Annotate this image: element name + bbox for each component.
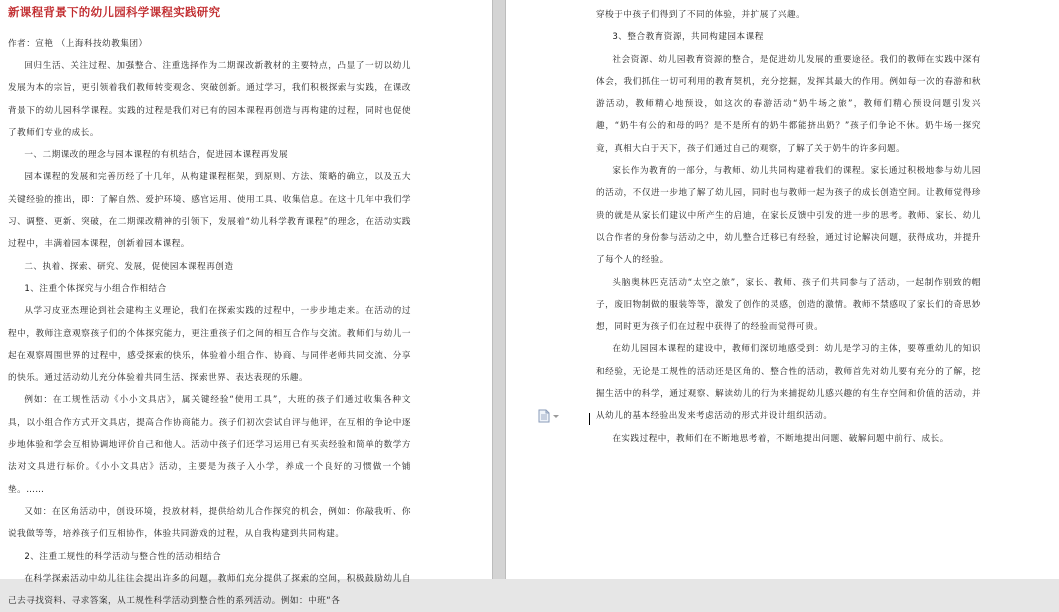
left-page-paragraph: 1、注重个体探究与小组合作相结合 <box>24 283 167 294</box>
right-page-paragraph: 3、整合教育资源，共同构建园本课程 <box>612 32 764 43</box>
left-page-body <box>8 55 492 612</box>
document-page-left[interactable] <box>0 0 492 607</box>
left-page-paragraph: 又如：在区角活动中，创设环境，投放材料，提供给幼儿合作探究的机会，例如：你敲我听、你说我做等等，培养孩子们互相协作，体验共同游戏的过程，从自我构建到共同构建。 <box>8 506 411 540</box>
right-page-paragraph: 在幼儿园园本课程的建设中，教师们深切地感受到：幼儿是学习的主体，要尊重幼儿的知识和经验，无论是工规性的活动还是区角的、整合性的活动，教师首先对幼儿要有充分的了解，挖掘生活中的科学，通过观察、解读幼儿的行为来捕捉幼儿感兴趣的有生存空间和价值的活动，并从幼儿的基本经验出发来考虑活动的形式并设计组织活动。 <box>596 344 981 422</box>
left-page-paragraph: 一、二期课改的理念与园本课程的有机结合，促进园本课程再发展 <box>24 150 289 161</box>
page-gutter <box>492 0 506 579</box>
author-line: 作者：宣艳 （上海科技幼教集团） <box>8 39 148 49</box>
right-page-body <box>596 4 1059 450</box>
left-page-paragraph: 在科学探索活动中幼儿往往会提出许多的问题，教师们充分提供了探索的空间，积极鼓励幼儿自己去寻找资料、寻求答案，从工规性科学活动到整合性的系列活动。例如：中班“各 <box>8 573 411 607</box>
left-page-paragraph: 例如：在工规性活动《小小文具店》，属关键经验“使用工具”，大班的孩子们通过收集各种文具，以小组合作方式开文具店，提高合作协商能力。孩子们初次尝试自评与他评，在互相的争论中逐步地体验和学会互相协调地评价自己和他人。活动中孩子们还学习运用已有买卖经验和简单的数学方法对文具进行标价。《小小文具店》活动，主要是为孩子入小学，养成一个良好的习惯做一个铺垫。…… <box>8 395 411 495</box>
right-page-paragraph: 头脑奥林匹克活动“太空之旅”，家长、教师、孩子们共同参与了活动，一起制作别致的帽子，废旧物制做的服装等等，激发了创作的灵感，创造的激情。教师不禁感叹了家长们的奇思妙想，同时更为孩子们在过程中获得了的经验而觉得可贵。 <box>596 277 981 333</box>
right-page-paragraph: 在实践过程中，教师们在不断地思考着，不断地提出问题、破解问题中前行、成长。 <box>612 433 949 444</box>
left-page-paragraph: 从学习皮亚杰理论到社会建构主义理论，我们在探索实践的过程中，一步步地走来。在活动的过程中，教师注意观察孩子们的个体探究能力，更注重孩子们之间的相互合作与交流。教师们与幼儿一起在观察周围世界的过程中，感受探索的快乐，体验着小组合作、协商、与同伴老师共同交流、分享的快乐。通过活动幼儿充分体验着共同生活、探索世界、表达表现的乐趣。 <box>8 306 411 384</box>
text-cursor <box>589 413 590 425</box>
left-page-paragraph: 回归生活、关注过程、加强整合、注重选择作为二期课改新教材的主要特点，凸显了一切以幼儿发展为本的宗旨，更引领着我们教师转变观念、突破创新。通过学习，我们积极探索与实践，在课改背景下的幼儿园科学课程。实践的过程是我们对已有的园本课程再创造与再构建的过程，同时也促使了教师们专业的成长。 <box>8 61 411 138</box>
right-page-paragraph: 穿梭于中孩子们得到了不同的体验，并扩展了兴趣。 <box>596 10 806 20</box>
left-page-paragraph: 2、注重工规性的科学活动与整合性的活动相结合 <box>24 551 222 562</box>
right-page-paragraph: 家长作为教育的一部分，与教师、幼儿共同构建着我们的课程。家长通过积极地参与幼儿园的活动，不仅进一步地了解了幼儿园，同时也与教师一起为孩子的成长创造空间。让教师觉得珍贵的就是从家长们建议中所产生的启迪，在家长反馈中引发的进一步的思考。教师、家长、幼儿以合作者的身份参与活动之中，幼儿整合迁移已有经验，通过讨论解决问题，获得成功，并提升了每个人的经验。 <box>596 166 981 266</box>
left-page-paragraph: 二、执着、探索、研究、发展，促使园本课程再创造 <box>24 261 234 272</box>
left-page-paragraph: 园本课程的发展和完善历经了十几年，从构建课程框架，到原则、方法、策略的确立，以及五大关键经验的推出，即：了解自然、爱护环境、感官运用、使用工具、收集信息。在这十几年中我们学习、调整、更新、突破，在二期课改精神的引领下，发展着“幼儿科学教育课程”的理念，在活动实践过程中，丰满着园本课程，创新着园本课程。 <box>8 172 411 250</box>
right-page-paragraph: 社会资源、幼儿园教育资源的整合，是促进幼儿发展的重要途径。我们的教师在实践中深有体会，我们抓住一切可利用的教育契机，充分挖掘，发挥其最大的作用。例如每一次的春游和秋游活动，教师精心地预设，如这次的春游活动“奶牛场之旅”，教师们精心预设问题引发兴趣，“奶牛有公的和母的吗？是不是所有的奶牛都能挤出奶？”孩子们争论不休。奶牛场一探究竟，真相大白于天下，孩子们通过自己的观察，了解了关于奶牛的许多问题。 <box>596 54 981 154</box>
document-paste-options-icon[interactable] <box>537 409 563 423</box>
document-page-right[interactable] <box>506 0 1059 579</box>
document-title: 新课程背景下的幼儿园科学课程实践研究 <box>8 5 221 19</box>
